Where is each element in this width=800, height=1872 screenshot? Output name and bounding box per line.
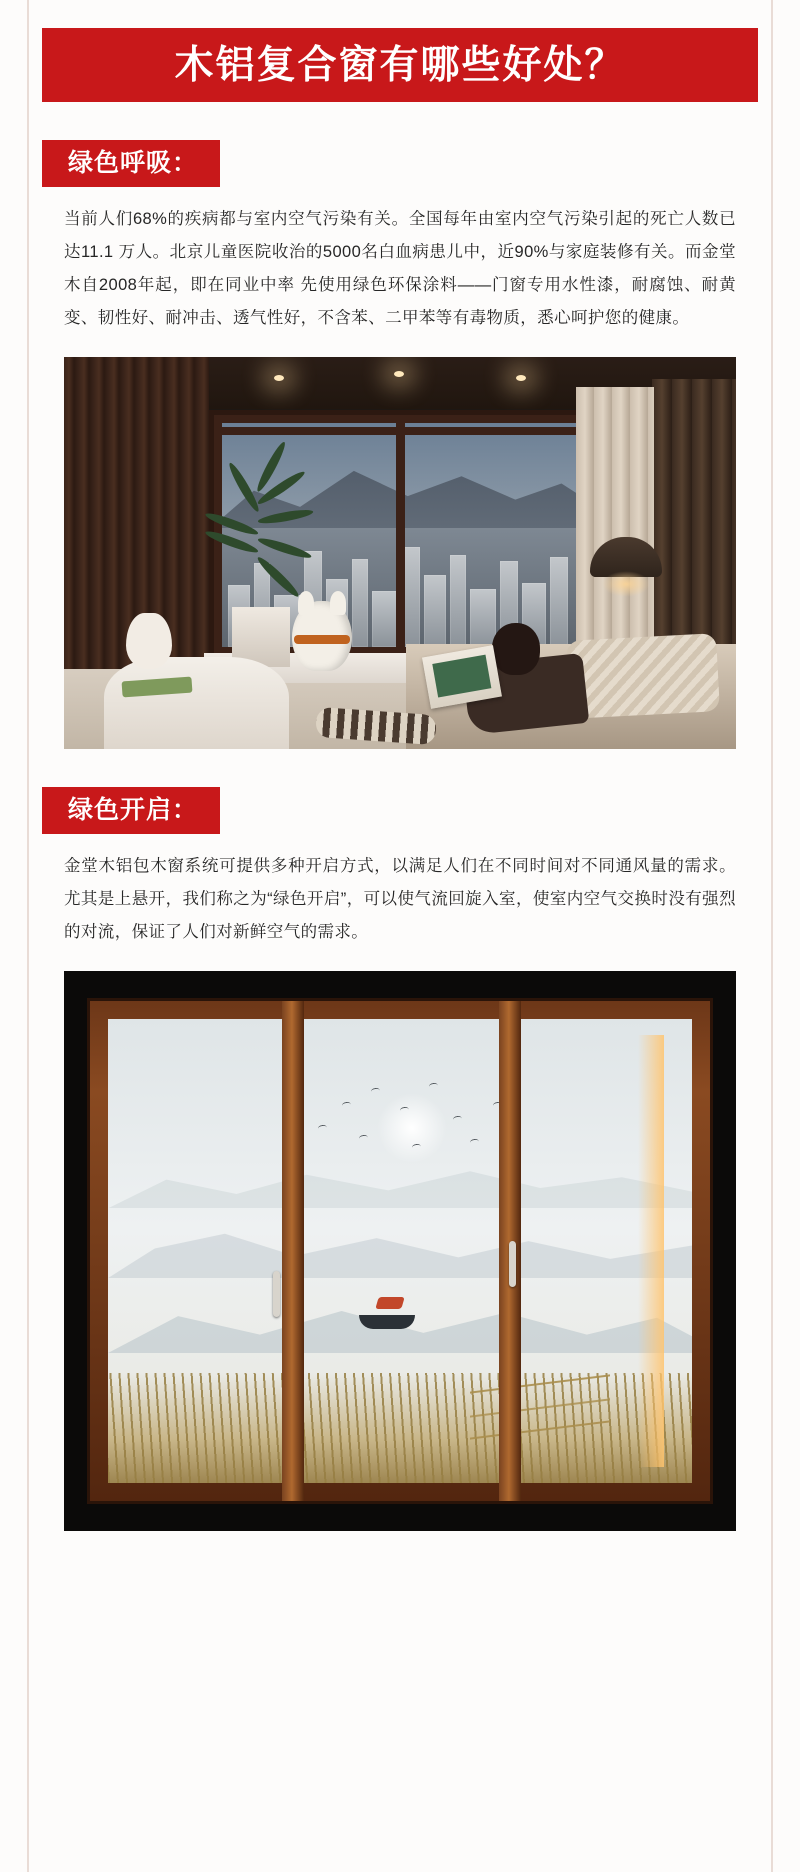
section-2-paragraph: 金堂木铝包木窗系统可提供多种开启方式，以满足人们在不同时间对不同通风量的需求。尤其是上悬开，我们称之为“绿色开启”，可以使气流回旋入室，使室内空气交换时没有强烈的对流，保证了人们对新鲜空气的需求。 [64, 856, 736, 941]
section-2-photo [64, 971, 736, 1531]
boat [359, 1315, 415, 1329]
dog-figurine [292, 601, 352, 671]
bird-icon [411, 1143, 421, 1150]
section-1-heading-wrap [42, 140, 758, 187]
bird-icon [370, 1087, 380, 1094]
bird-icon [470, 1139, 480, 1146]
section-1-heading: 绿色呼吸： [42, 140, 220, 187]
window-mullion-horizontal [222, 427, 578, 435]
bird-icon [452, 1115, 462, 1122]
page-title-bar [42, 28, 758, 102]
section-green-opening [42, 787, 758, 1531]
window-mullion-vertical [396, 423, 405, 647]
mountain-layer-near [108, 1269, 692, 1353]
boat-sail [375, 1297, 404, 1309]
mountain-layer-mid [108, 1204, 692, 1278]
window-mullion-left [282, 1001, 304, 1501]
bird-icon [400, 1106, 410, 1113]
downlight-icon [516, 375, 526, 381]
window-handle-right[interactable] [509, 1241, 516, 1287]
page-title: 木铝复合窗有哪些好处？ [174, 43, 626, 87]
section-2-heading-wrap [42, 787, 758, 834]
pillow [566, 633, 720, 719]
downlight-icon [394, 371, 404, 377]
window-handle-left[interactable] [273, 1271, 280, 1317]
sun-glow [377, 1093, 447, 1163]
warm-light-edge [638, 1035, 664, 1467]
section-green-breathing [42, 140, 758, 749]
section-1-paragraph: 当前人们68%的疾病都与室内空气污染有关。全国每年由室内空气污染引起的死亡人数已达11.1 万人。北京儿童医院收治的5000名白血病患儿中，近90%与家庭装修有关。而金堂木自2008年起，即在同业中率 先使用绿色环保涂料——门窗专用水性漆，耐腐蚀、耐黄变、韧性好、耐冲击、透气性好，不含苯、二甲苯等有毒物质，悉心呵护您的健康。 [64, 209, 736, 327]
person-head [492, 623, 540, 675]
section-2-heading: 绿色开启： [42, 787, 220, 834]
bird-icon [341, 1101, 351, 1108]
vase [126, 613, 172, 669]
potted-plant [214, 477, 309, 617]
side-table [104, 657, 289, 749]
wood-aluminium-window-frame [90, 1001, 710, 1501]
frosted-glass-panel [108, 1019, 692, 1483]
downlight-icon [274, 375, 284, 381]
lamp-glow [602, 571, 650, 597]
bird-icon [359, 1134, 369, 1141]
bird-icon [318, 1125, 328, 1132]
section-1-photo [64, 357, 736, 749]
bird-icon [429, 1083, 439, 1090]
